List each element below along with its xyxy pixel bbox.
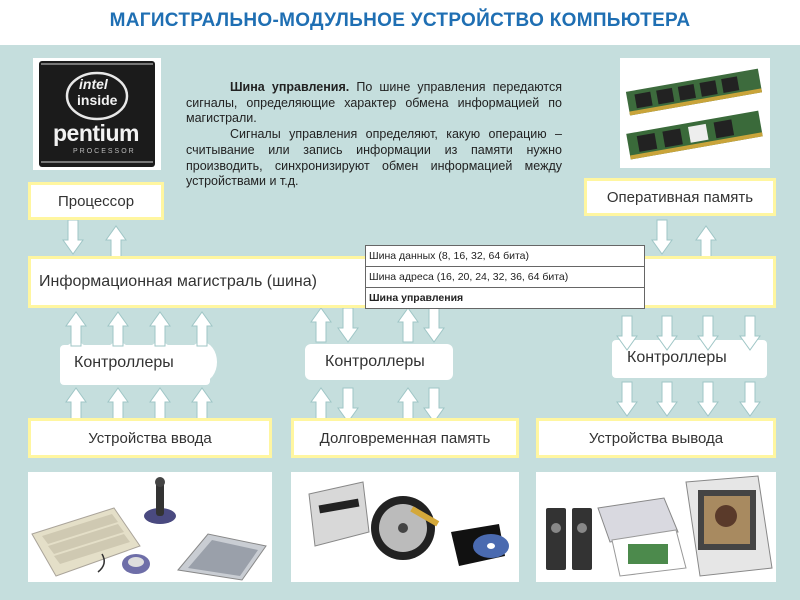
processor-box: [28, 182, 164, 220]
right-controllers-label: Контроллеры: [627, 349, 727, 366]
table-row: [366, 246, 645, 267]
input-devices-image: [28, 472, 272, 582]
ram-label: Оперативная память: [606, 188, 754, 206]
input-devices-label: Устройства ввода: [88, 429, 212, 447]
output-devices-label: Устройства вывода: [588, 429, 724, 447]
bus-label: Информационная магистраль (шина): [39, 273, 317, 290]
processor-arrow-down: [63, 220, 83, 254]
table-row: [366, 267, 645, 288]
chip-logo-pentium: pentium: [53, 120, 139, 146]
ram-modules-image: [620, 58, 770, 168]
table-row: [366, 288, 645, 309]
bus-lines-table: [365, 245, 645, 309]
address-bus-cell: Шина адреса (16, 20, 24, 32, 36, 64 бита): [366, 267, 645, 288]
processor-label: Процессор: [57, 192, 135, 210]
output-devices-box: [536, 418, 776, 458]
description-lead: Шина управления.: [230, 80, 350, 94]
page-title: МАГИСТРАЛЬНО-МОДУЛЬНОЕ УСТРОЙСТВО КОМПЬЮТЕРА: [109, 10, 691, 31]
description-text-1: По шине управления передаются сигналы, определяющие характер обмена информацией по магистрали.: [186, 80, 563, 126]
ram-box: [584, 178, 776, 216]
middle-controllers-label: Контроллеры: [325, 353, 425, 370]
data-bus-cell: Шина данных (8, 16, 32, 64 бита): [366, 246, 645, 267]
storage-label: Долговременная память: [319, 429, 491, 447]
ram-arrow-down: [652, 220, 672, 254]
left-controllers-label: Контроллеры: [74, 354, 174, 371]
control-bus-description: [186, 80, 562, 190]
storage-box: [291, 418, 519, 458]
processor-arrow-up: [106, 226, 126, 260]
control-bus-cell: Шина управления: [366, 288, 645, 309]
processor-chip-image: [33, 58, 161, 170]
ram-arrow-up: [696, 226, 716, 260]
input-devices-box: [28, 418, 272, 458]
output-devices-image: [536, 472, 776, 582]
storage-devices-image: [291, 472, 519, 582]
chip-logo-processor: PROCESSOR: [73, 148, 136, 155]
chip-logo-intel: intel: [79, 76, 108, 92]
chip-logo-inside: inside: [77, 92, 118, 108]
description-text-2: Сигналы управления определяют, какую операцию – считывание или запись информации из памяти нужно производить, синхронизируют обмен информацией между устройствами и т.д.: [186, 127, 562, 189]
